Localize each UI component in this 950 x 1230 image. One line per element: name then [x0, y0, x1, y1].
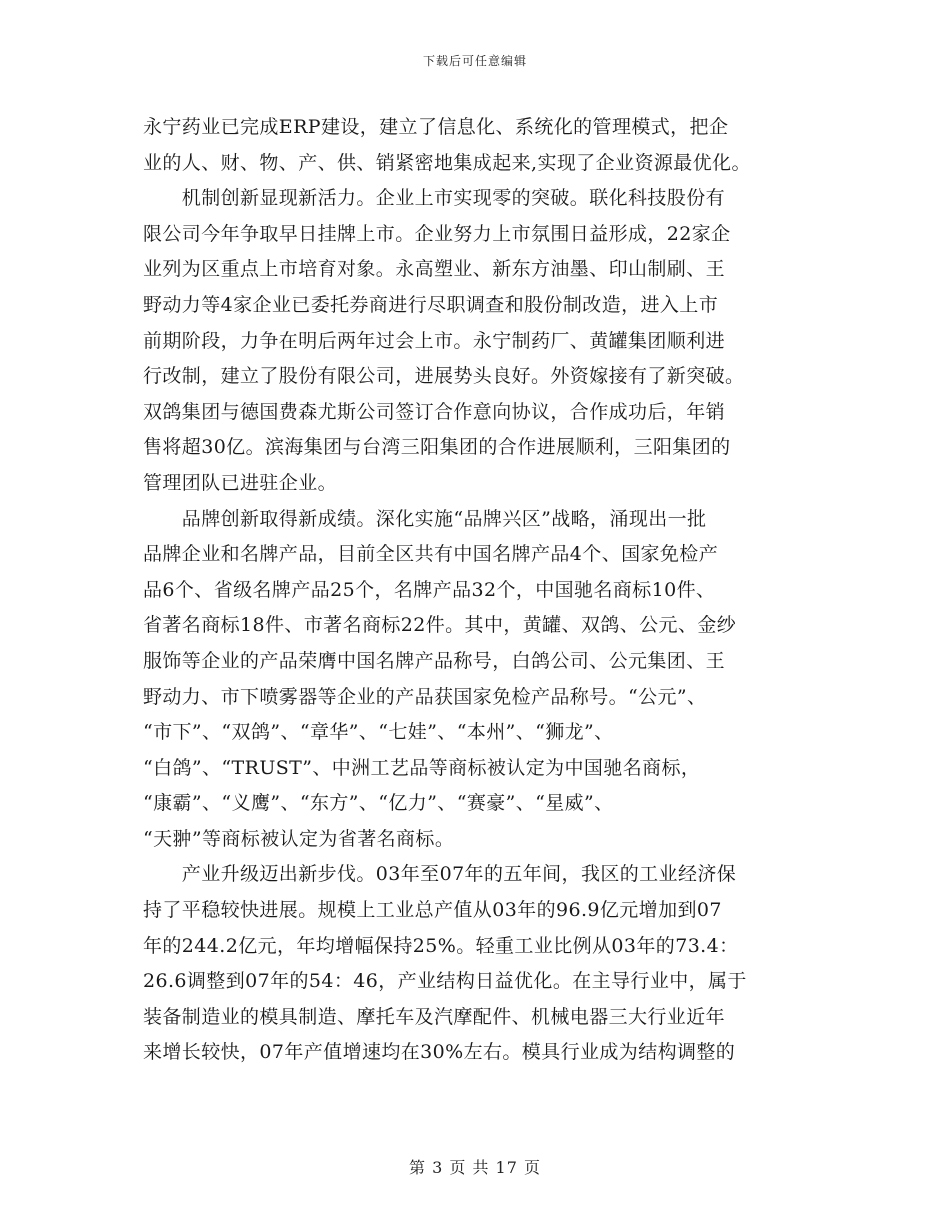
- text-line: “康霸”、“义鹰”、“东方”、“亿力”、“赛豪”、“星威”、: [143, 792, 614, 815]
- text-line: 永宁药业已完成ERP建设，建立了信息化、系统化的管理模式，把企: [143, 116, 729, 138]
- text-line: 年的244.2亿元，年均增幅保持25%。轻重工业比例从03年的73.4：: [143, 934, 739, 957]
- page-footer: 第 3 页 共 17 页: [409, 1158, 541, 1177]
- text-line: 26.6调整到07年的54：46，产业结构日益优化。在主导行业中，属于: [143, 970, 747, 993]
- text-line: 售将超30亿。滨海集团与台湾三阳集团的合作进展顺利，三阳集团的: [143, 436, 731, 459]
- text-line: 品6个、省级名牌产品25个，名牌产品32个，中国驰名商标10件、: [143, 578, 716, 601]
- text-line: 品牌创新取得新成绩。深化实施“品牌兴区”战略，涌现出一批: [143, 507, 707, 530]
- text-line: 野动力等4家企业已委托券商进行尽职调查和股份制改造，进入上市: [143, 293, 719, 316]
- text-line: “市下”、“双鸽”、“章华”、“七娃”、“本州”、“狮龙”、: [143, 721, 614, 744]
- text-line: 产业升级迈出新步伐。03年至07年的五年间，我区的工业经济保: [143, 863, 737, 886]
- document-body: [143, 110, 815, 1071]
- text-line: 行改制，建立了股份有限公司，进展势头良好。外资嫁接有了新突破。: [143, 365, 745, 388]
- text-line: 服饰等企业的产品荣膺中国名牌产品称号，白鸽公司、公元集团、王: [143, 649, 726, 672]
- page-header: 下载后可任意编辑: [422, 54, 527, 68]
- text-line: 装备制造业的模具制造、摩托车及汽摩配件、机械电器三大行业近年: [143, 1005, 726, 1028]
- text-line: 来增长较快，07年产值增速均在30%左右。模具行业成为结构调整的: [143, 1041, 736, 1064]
- text-line: 品牌企业和名牌产品，目前全区共有中国名牌产品4个、国家免检产: [143, 543, 719, 566]
- text-line: 双鸽集团与德国费森尤斯公司签订合作意向协议，合作成功后，年销: [143, 400, 726, 423]
- text-line: 前期阶段，力争在明后两年过会上市。永宁制药厂、黄罐集团顺利进: [143, 329, 726, 352]
- text-line: “天翀”等商标被认定为省著名商标。: [143, 827, 455, 850]
- text-line: 管理团队已进驻企业。: [143, 471, 338, 494]
- text-line: 限公司今年争取早日挂牌上市。企业努力上市氛围日益形成，22家企: [143, 222, 731, 245]
- text-line: 持了平稳较快进展。规模上工业总产值从03年的96.9亿元增加到07: [143, 899, 722, 922]
- text-line: 省著名商标18件、市著名商标22件。其中，黄罐、双鸽、公元、金纱: [143, 614, 737, 637]
- text-line: 机制创新显现新活力。企业上市实现零的突破。联化科技股份有: [143, 187, 726, 210]
- text-line: 业的人、财、物、产、供、销紧密地集成起来,实现了企业资源最优化。: [143, 151, 751, 174]
- text-line: 业列为区重点上市培育对象。永高塑业、新东方油墨、印山制刷、王: [143, 258, 726, 281]
- text-line: 野动力、市下喷雾器等企业的产品获国家免检产品称号。“公元”、: [143, 685, 707, 708]
- text-line: “白鸽”、“TRUST”、中洲工艺品等商标被认定为中国驰名商标，: [143, 756, 701, 779]
